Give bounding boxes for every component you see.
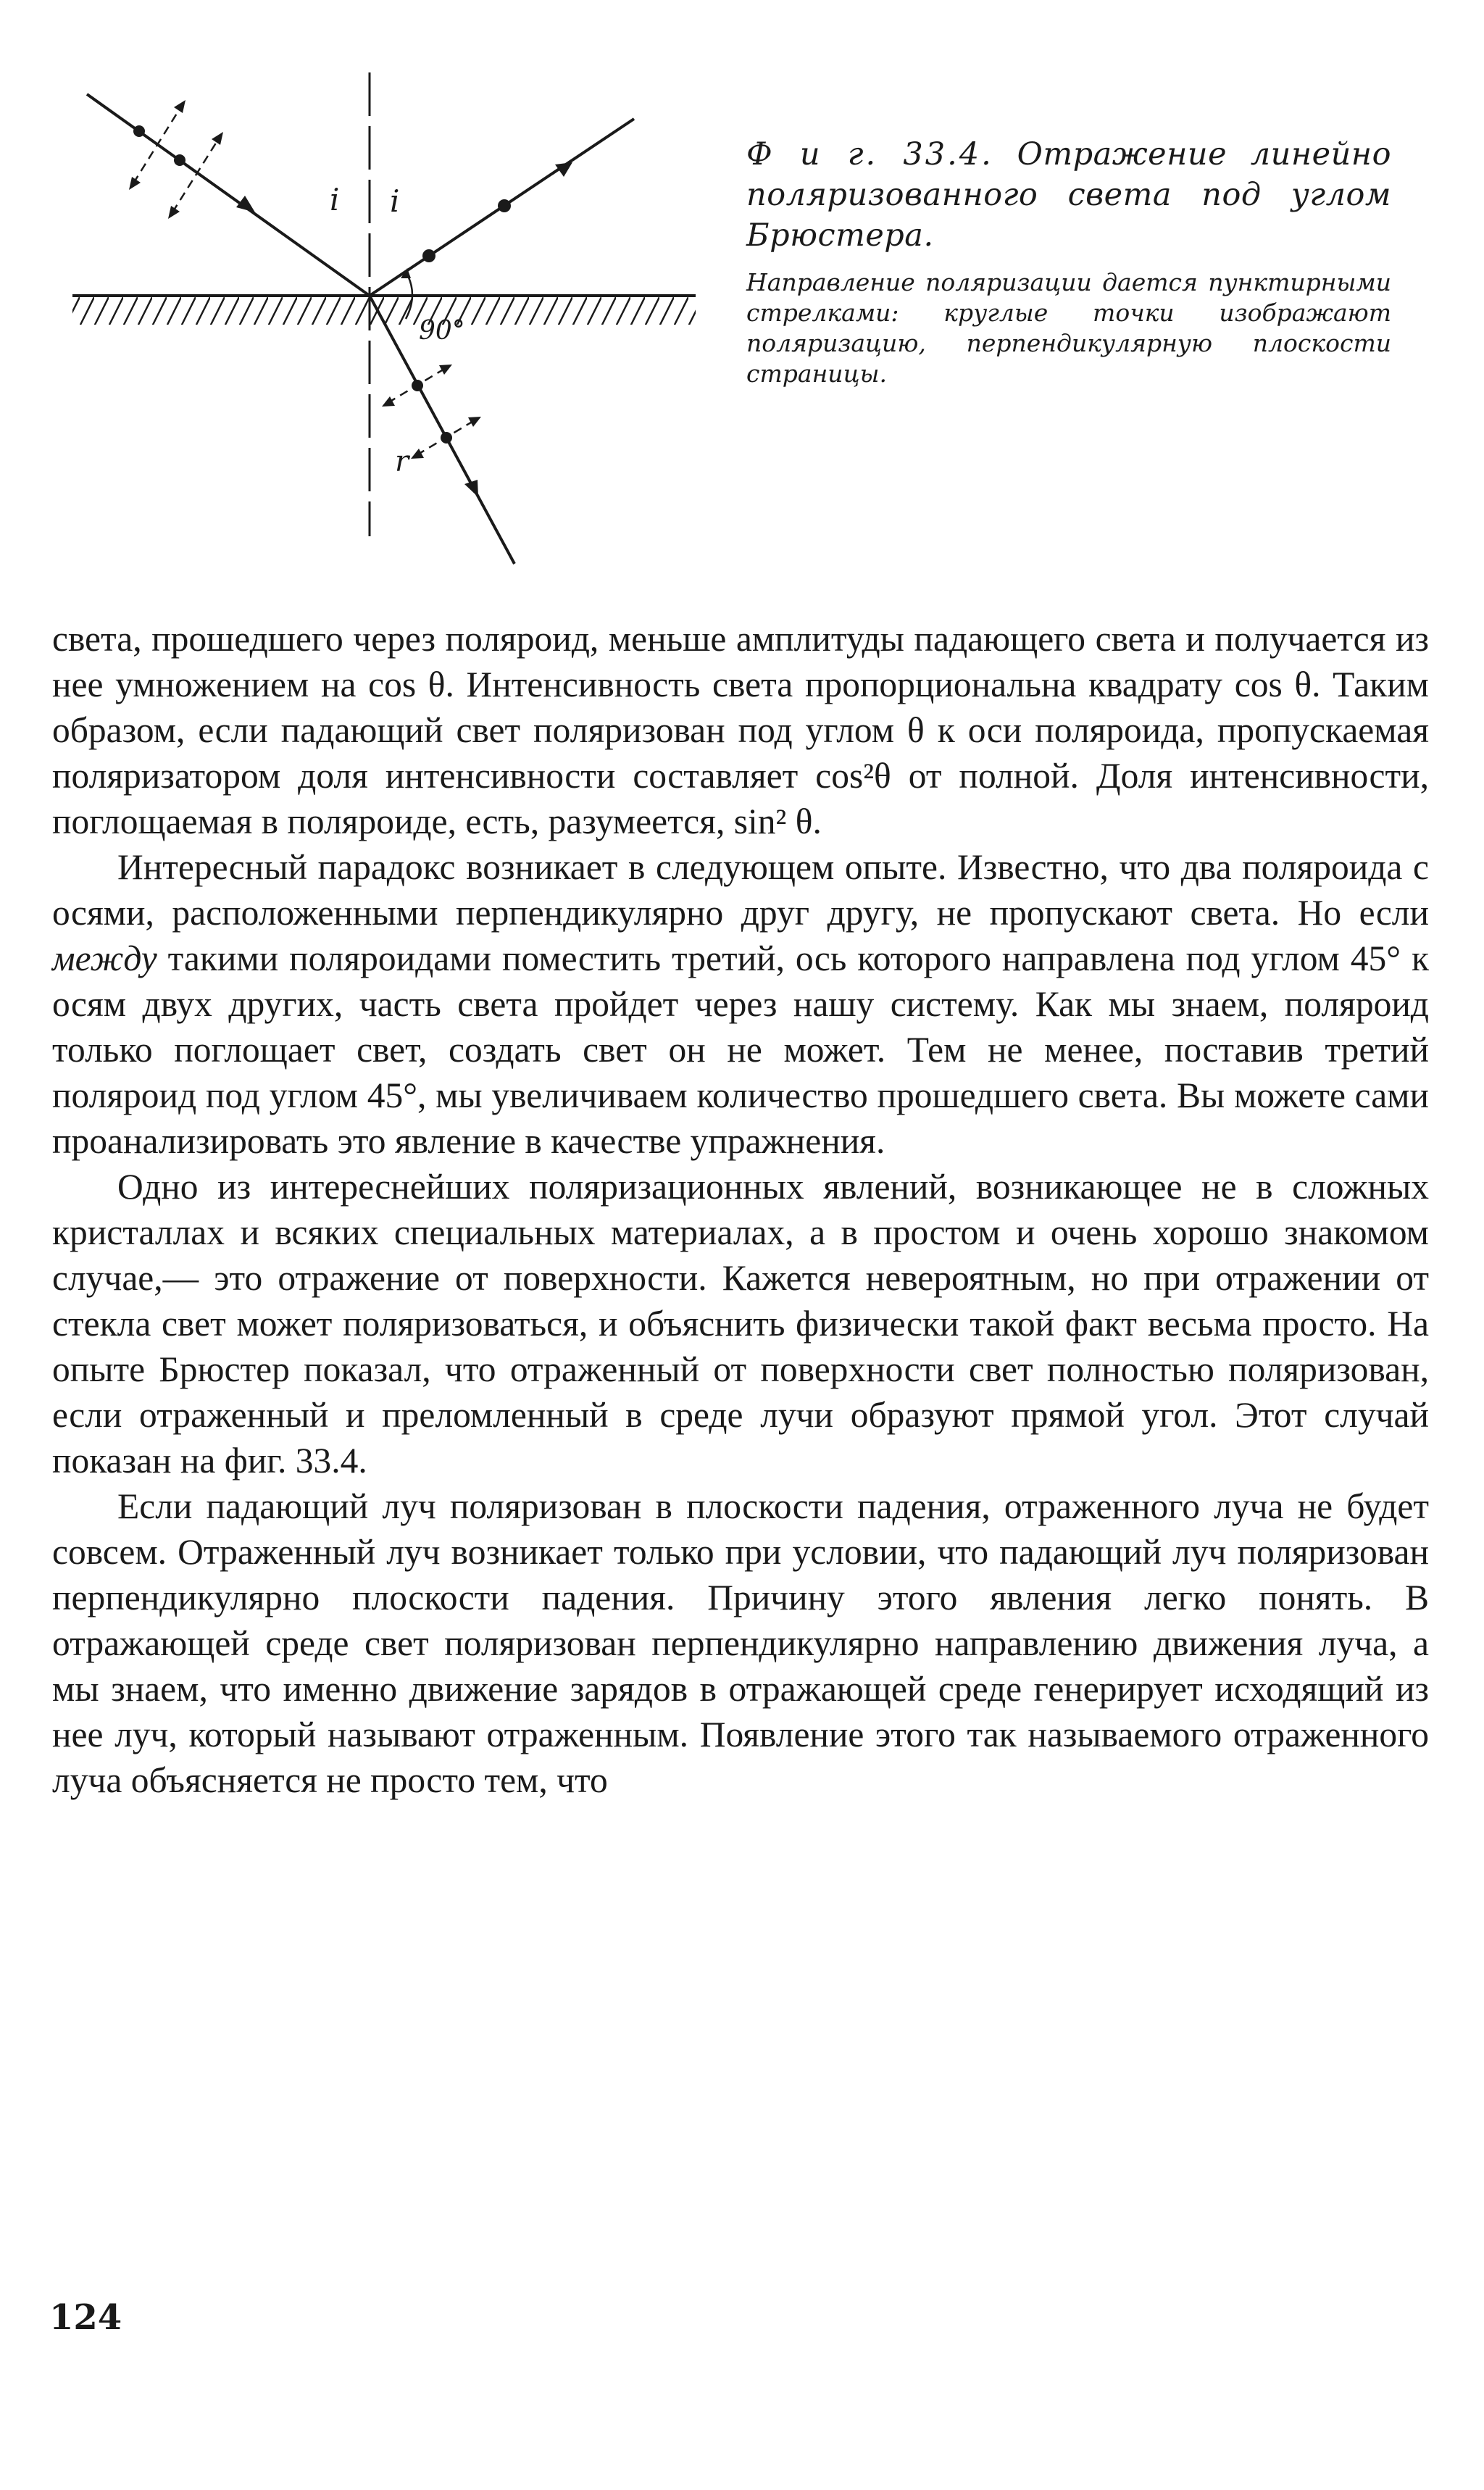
page-number: 124: [49, 2297, 122, 2338]
figure-33-4: [65, 65, 732, 572]
caption-body: Направление поляризации дается пунктирными стрелками: круглые точки изображают поляризацию, перпендикулярную плоскости страницы.: [746, 268, 1391, 388]
paragraph-2-part-b: такими поляроидами поместить третий, ось которого направлена под углом 45° к осям двух других, часть света пройдет через нашу систему. Как мы знаем, поляроид только поглощает свет, создать свет он не может. Тем не менее, поставив третий поляроид под углом 45°, мы увеличиваем количество прошедшего света. Вы можете сами проанализировать это явление в качестве упражнения.: [52, 938, 1429, 1161]
body-text: [52, 616, 1429, 1803]
paragraph-2-emphasis: между: [52, 938, 157, 978]
reflected-ray: [370, 119, 634, 296]
incident-ray: [87, 94, 370, 296]
label-right-angle: 90°: [419, 316, 465, 346]
caption-figure-number: Ф и г. 33.4.: [746, 136, 993, 172]
paragraph-1: света, прошедшего через поляроид, меньше амплитуды падающего света и получается из нее умножением на cos θ. Интенсивность света пропорциональна квадрату cos θ. Таким образом, если падающий свет поляризован под углом θ к оси поляроида, пропускаемая поляризатором доля интенсивности составляет cos²θ от полной. Доля интенсивности, поглощаемая в поляроиде, есть, разумеется, sin² θ.: [52, 619, 1429, 841]
label-angle-r: r: [395, 445, 409, 478]
label-angle-i-incident: i: [330, 182, 340, 217]
paragraph-2: [52, 844, 1429, 1164]
figure-caption: [746, 134, 1391, 389]
caption-title: [746, 134, 1391, 256]
caption-title-text: Отражение линейно поляризованного света под углом Брюстера.: [746, 136, 1392, 254]
paragraph-3: Одно из интереснейших поляризационных явлений, возникающее не в сложных кристаллах и всяких специальных материалах, а в простом и очень хорошо знакомом случае,— это отражение от поверхности. Кажется невероятным, но при отражении от стекла свет может поляризоваться, и объяснить физически такой факт весьма просто. На опыте Брюстер показал, что отраженный от поверхности свет полностью поляризован, если отраженный и преломленный в среде лучи образуют прямой угол. Этот случай показан на фиг. 33.4.: [52, 1167, 1429, 1481]
paragraph-4: Если падающий луч поляризован в плоскости падения, отраженного луча не будет совсем. Отраженный луч возникает только при условии, что падающий луч поляризован перпендикулярно плоскости падения. Причину этого явления легко понять. В отражающей среде свет поляризован перпендикулярно направлению движения луча, а мы знаем, что именно движение зарядов в отражающей среде генерирует исходящий из нее луч, который называют отраженным. Появление этого так называемого отраженного луча объясняется не просто тем, что: [52, 1486, 1429, 1800]
paragraph-2-part-a: Интересный парадокс возникает в следующем опыте. Известно, что два поляроида с осями, расположенными перпендикулярно друг другу, не пропускают света. Но если: [52, 847, 1429, 933]
label-angle-i-reflected: i: [390, 183, 400, 219]
